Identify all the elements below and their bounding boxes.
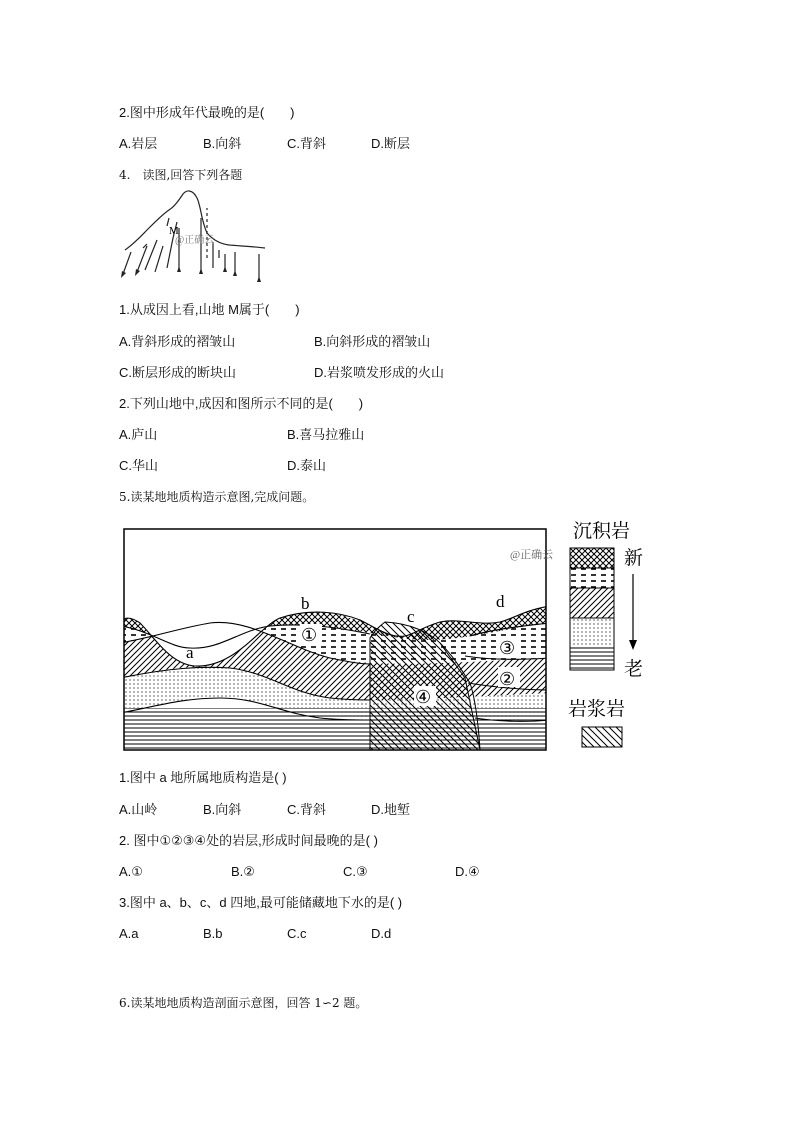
question-text: 1.图中 a 地所属地质构造是( ) bbox=[119, 770, 287, 785]
option: A.岩层 bbox=[119, 136, 158, 151]
question-text: 2.图中形成年代最晚的是( ) bbox=[119, 105, 295, 120]
label-b: b bbox=[301, 594, 310, 613]
option: B.喜马拉雅山 bbox=[287, 427, 365, 442]
option: C.③ bbox=[343, 864, 368, 879]
option: B.b bbox=[203, 926, 223, 941]
label-m: M bbox=[169, 225, 179, 237]
question-text: 2. 图中①②③④处的岩层,形成时间最晚的是( ) bbox=[119, 833, 378, 848]
label-1: ① bbox=[301, 625, 318, 645]
section-header: 4. 读图,回答下列各题 bbox=[119, 168, 243, 182]
section-header: 5.读某地地质构造示意图,完成问题。 bbox=[119, 490, 315, 504]
option: C.华山 bbox=[119, 458, 159, 473]
option: B.向斜 bbox=[203, 136, 242, 151]
option: D.地堑 bbox=[371, 802, 411, 817]
legend-old: 老 bbox=[624, 659, 644, 680]
label-4: ④ bbox=[415, 687, 432, 707]
question-text: 1.从成因上看,山地 M属于( ) bbox=[119, 302, 300, 317]
option: B.② bbox=[231, 864, 255, 879]
option: A.① bbox=[119, 864, 143, 879]
option: A.a bbox=[119, 926, 139, 941]
label-2: ② bbox=[499, 669, 516, 689]
legend-sedimentary-title: 沉积岩 bbox=[573, 521, 631, 542]
option: D.泰山 bbox=[287, 458, 327, 473]
option: C.c bbox=[287, 926, 307, 941]
geologic-structure-figure bbox=[120, 518, 650, 753]
mountain-sketch-figure bbox=[117, 188, 277, 283]
question-text: 3.图中 a、b、c、d 四地,最可能储藏地下水的是( ) bbox=[119, 895, 403, 910]
label-a: a bbox=[186, 643, 194, 662]
label-3: ③ bbox=[499, 638, 516, 658]
option: D.d bbox=[371, 926, 392, 941]
question-text: 2.下列山地中,成因和图所示不同的是( ) bbox=[119, 396, 364, 411]
option: D.断层 bbox=[371, 136, 411, 151]
option: C.背斜 bbox=[287, 802, 327, 817]
option: D.岩浆喷发形成的火山 bbox=[314, 365, 445, 380]
option: B.向斜形成的褶皱山 bbox=[314, 334, 431, 349]
label-c: c bbox=[407, 607, 415, 626]
option: A.庐山 bbox=[119, 427, 158, 442]
legend-magma-title: 岩浆岩 bbox=[568, 699, 626, 720]
option: B.向斜 bbox=[203, 802, 242, 817]
option: A.山岭 bbox=[119, 802, 158, 817]
label-d: d bbox=[496, 592, 505, 611]
option: C.背斜 bbox=[287, 136, 327, 151]
watermark: @正确云 bbox=[510, 549, 554, 561]
option: D.④ bbox=[455, 864, 480, 879]
watermark: @正确云 bbox=[175, 235, 215, 246]
option: A.背斜形成的褶皱山 bbox=[119, 334, 236, 349]
section-header: 6.读某地地质构造剖面示意图，回答 1∽2 题。 bbox=[119, 996, 368, 1010]
legend-new: 新 bbox=[624, 548, 644, 569]
option: C.断层形成的断块山 bbox=[119, 365, 237, 380]
